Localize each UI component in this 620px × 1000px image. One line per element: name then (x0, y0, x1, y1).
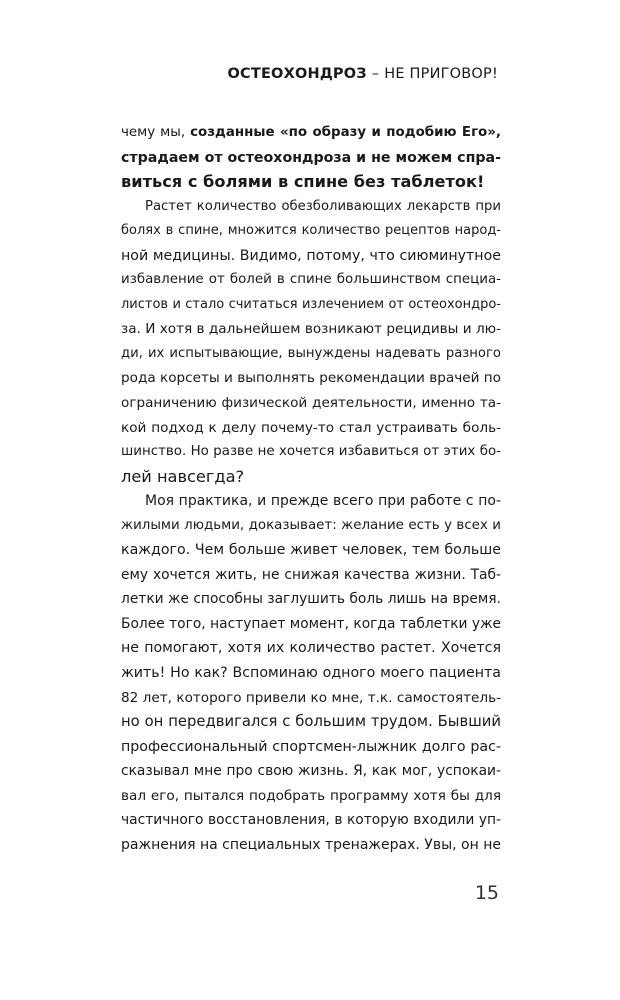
text-line: жить! Но как? Вспоминаю одного моего пациента (121, 665, 501, 682)
text-line: болях в спине, множится количество рецептов народ- (121, 223, 501, 239)
text-line: страдаем от остеохондроза и не можем спра- (121, 149, 501, 166)
text-line (121, 121, 501, 146)
text-line: но он передвигался с большим трудом. Бывший (121, 713, 501, 731)
running-header-title: ОСТЕОХОНДРОЗ (227, 66, 367, 82)
text-line-bold: созданные «по образу и подобию Его», (190, 125, 501, 140)
running-header-separator: – (371, 66, 380, 82)
text-line: листов и стало считаться излечением от остеохондро- (121, 296, 501, 312)
text-line: частичного восстановления, в которую входили уп- (121, 812, 501, 829)
text-line: вал его, пытался подобрать программу хотя бы для (121, 787, 501, 804)
text-line: ражнения на специальных тренажерах. Увы, он не (121, 836, 501, 853)
text-line: Более того, наступает момент, когда таблетки уже (121, 615, 501, 632)
text-line: шинство. Но разве не хочется избавиться от этих бо- (121, 444, 501, 460)
text-line: не помогают, хотя их количество растет. Хочется (121, 640, 501, 657)
text-line: кой подход к делу почему-то стал устраивать боль- (121, 419, 501, 436)
text-line: за. И хотя в дальнейшем возникают рецидивы и лю- (121, 321, 501, 338)
paragraph-first-line: Растет количество обезболивающих лекарств при (145, 198, 501, 214)
text-line: жилыми людьми, доказывает: желание есть у всех и (121, 517, 501, 533)
text-line-plain: чему мы, (121, 125, 191, 140)
page-number: 15 (474, 882, 499, 904)
text-line: виться с болями в спине без таблеток! (121, 172, 485, 192)
page-body-text (121, 121, 501, 857)
running-header (227, 66, 498, 82)
text-line: ной медицины. Видимо, потому, что сиюминутное (121, 247, 501, 264)
text-line: летки же способны заглушить боль лишь на время. (121, 591, 501, 608)
text-line: 82 лет, которого привели ко мне, т.к. самостоятель- (121, 689, 501, 706)
text-line: профессиональный спортсмен-лыжник долго рас- (121, 738, 501, 755)
text-line: рода корсеты и выполнять рекомендации врачей по (121, 370, 501, 387)
text-line: лей навсегда? (121, 466, 245, 486)
text-line: ограничению физической деятельности, именно та- (121, 395, 501, 412)
running-header-subtitle: НЕ ПРИГОВОР! (384, 66, 498, 82)
text-line: сказывал мне про свою жизнь. Я, как мог, успокаи- (121, 763, 501, 780)
text-line: каждого. Чем больше живет человек, тем больше (121, 542, 501, 559)
paragraph-first-line: Моя практика, и прежде всего при работе с по- (145, 493, 501, 510)
text-line: ди, их испытывающие, вынуждены надевать разного (121, 345, 501, 361)
text-line: избавление от болей в спине большинством специа- (121, 272, 501, 288)
text-line: ему хочется жить, не снижая качества жизни. Таб- (121, 566, 501, 583)
